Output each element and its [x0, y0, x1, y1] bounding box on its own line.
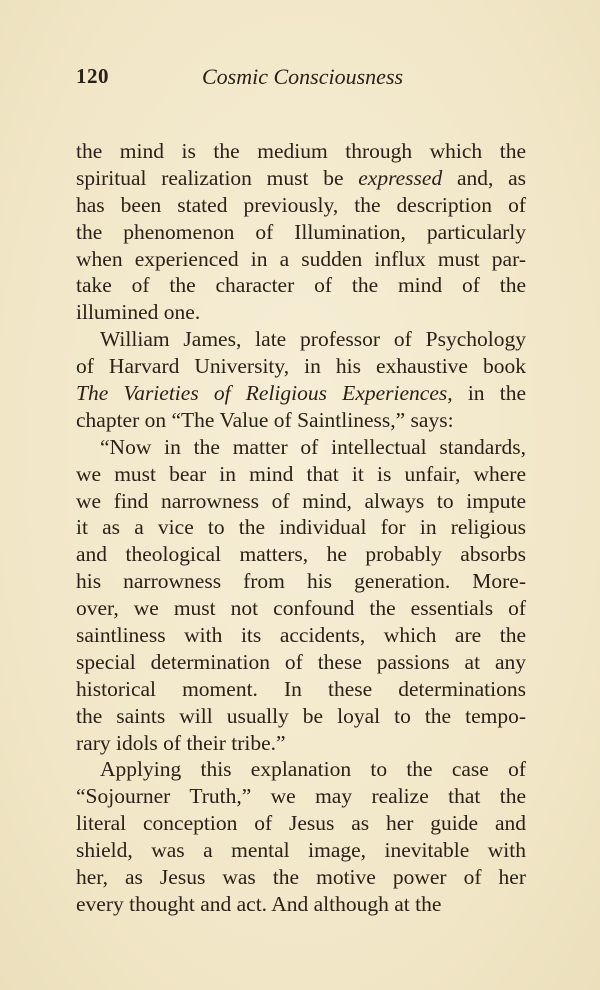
- page-number: 120: [76, 64, 109, 88]
- text-segment: we must bear in mind that it is unfair, where: [76, 461, 526, 486]
- text-line: [76, 192, 526, 219]
- text-segment: literal conception of Jesus as her guide and: [76, 811, 526, 836]
- text-segment: when experienced in a sudden influx must par-: [76, 246, 526, 271]
- text-line: [76, 810, 526, 837]
- text-segment: take of the character of the mind of the: [76, 273, 526, 298]
- text-line: [76, 461, 526, 488]
- text-segment: the saints will usually be loyal to the tempo-: [76, 703, 526, 728]
- text-segment: over, we must not confound the essentials of: [76, 596, 526, 621]
- text-line: [76, 837, 526, 864]
- text-segment: illumined one.: [76, 300, 201, 325]
- text-segment: William James, late professor of Psychology: [100, 327, 526, 352]
- text-line: [76, 568, 526, 595]
- text-line: [76, 756, 526, 783]
- text-line: [76, 138, 526, 165]
- text-segment: in the: [452, 381, 526, 406]
- text-line: [76, 246, 526, 273]
- text-segment: the mind is the medium through which the: [76, 139, 526, 163]
- paragraph: [76, 138, 526, 326]
- text-line: [76, 730, 526, 757]
- text-line: [76, 676, 526, 703]
- text-line: [76, 541, 526, 568]
- text-line: [76, 434, 526, 461]
- italic-text: expressed: [358, 165, 443, 190]
- text-line: [76, 380, 526, 407]
- text-segment: saintliness with its accidents, which are the: [76, 623, 526, 648]
- text-line: [76, 864, 526, 891]
- text-line: [76, 622, 526, 649]
- text-line: [76, 783, 526, 810]
- text-segment: every thought and act. And although at the: [76, 891, 442, 916]
- text-segment: her, as Jesus was the motive power of her: [76, 865, 526, 890]
- page-header: [76, 64, 526, 94]
- text-line: [76, 165, 526, 192]
- paragraph: [76, 434, 526, 757]
- text-segment: rary idols of their tribe.”: [76, 730, 286, 755]
- text-segment: Applying this explanation to the case of: [100, 757, 526, 782]
- text-segment: it as a vice to the individual for in religious: [76, 515, 526, 540]
- text-line: [76, 649, 526, 676]
- italic-text: The Varieties of Religious Experiences,: [76, 381, 453, 406]
- text-segment: “Now in the matter of intellectual standards,: [100, 434, 526, 459]
- text-segment: his narrowness from his generation. More-: [76, 569, 526, 594]
- paragraph: [76, 326, 526, 434]
- running-title: Cosmic Consciousness: [202, 64, 404, 89]
- text-segment: “Sojourner Truth,” we may realize that the: [76, 784, 526, 809]
- text-segment: historical moment. In these determinations: [76, 676, 526, 701]
- text-line: [76, 299, 526, 326]
- text-segment: spiritual realization must be: [76, 165, 359, 190]
- paragraph: [76, 756, 526, 917]
- text-segment: has been stated previously, the description of: [76, 192, 526, 217]
- text-line: [76, 595, 526, 622]
- text-line: [76, 703, 526, 730]
- text-segment: special determination of these passions at any: [76, 649, 526, 674]
- text-line: [76, 219, 526, 246]
- text-segment: of Harvard University, in his exhaustive book: [76, 354, 526, 379]
- text-segment: shield, was a mental image, inevitable with: [76, 838, 526, 863]
- text-line: [76, 488, 526, 515]
- body-text: [76, 138, 526, 918]
- text-segment: and theological matters, he probably absorbs: [76, 542, 526, 567]
- text-line: [76, 514, 526, 541]
- text-segment: chapter on “The Value of Saintliness,” says:: [76, 407, 454, 432]
- text-line: [76, 353, 526, 380]
- text-segment: we find narrowness of mind, always to impute: [76, 488, 526, 513]
- text-line: [76, 272, 526, 299]
- text-segment: the phenomenon of Illumination, particularly: [76, 219, 526, 244]
- text-line: [76, 891, 526, 918]
- text-line: [76, 407, 526, 434]
- text-segment: and, as: [442, 165, 527, 190]
- text-line: [76, 326, 526, 353]
